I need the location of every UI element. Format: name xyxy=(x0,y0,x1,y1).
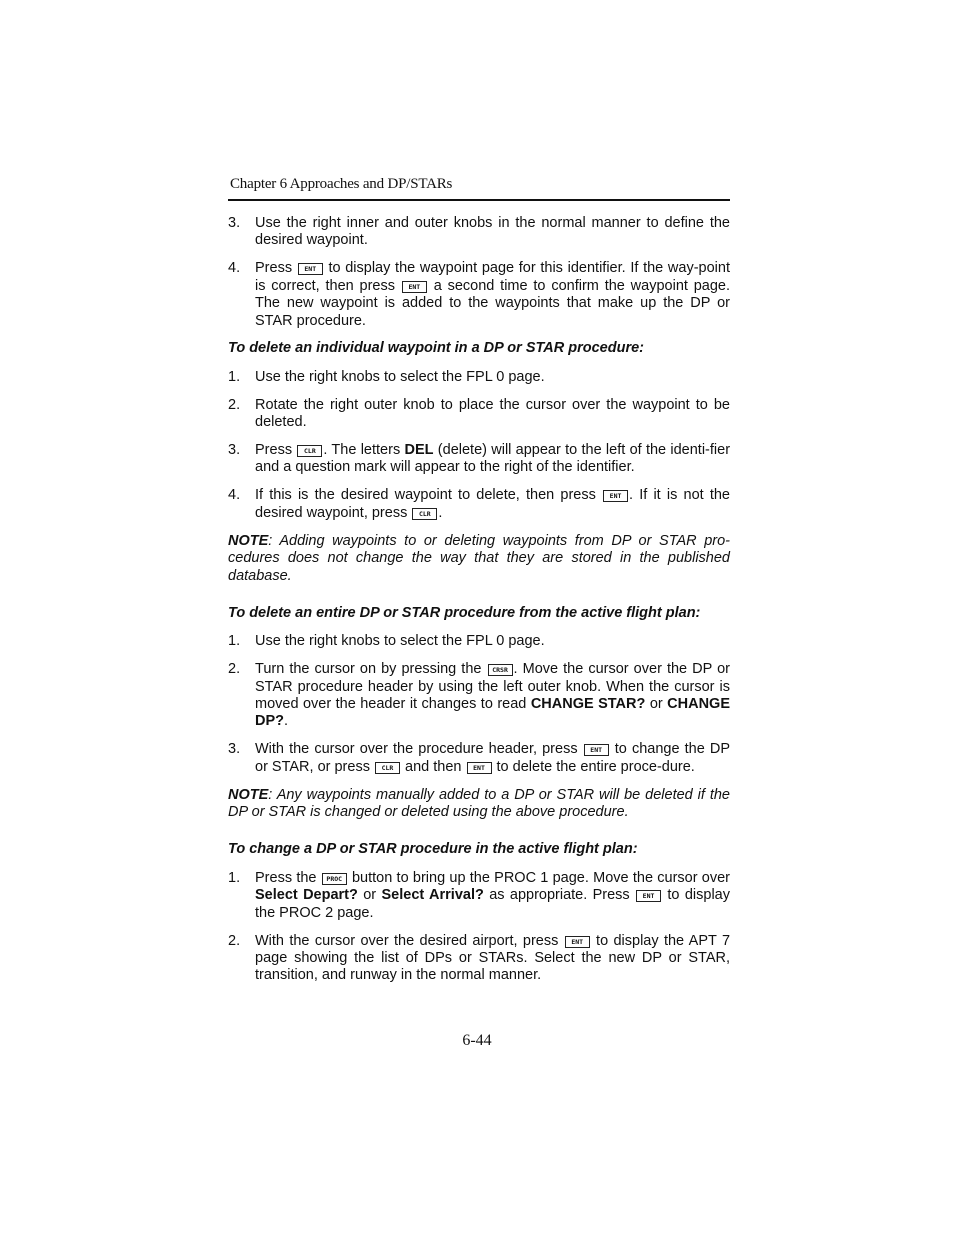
ent-key-icon: ENT xyxy=(565,936,590,948)
clr-key-icon: CLR xyxy=(412,508,437,520)
list-item xyxy=(228,661,730,731)
section-heading: To change a DP or STAR procedure in the active flight plan: xyxy=(228,841,638,858)
list-item xyxy=(228,369,730,386)
item-text: If this is the desired waypoint to delete, then press ENT . If it is not the desired waypoint, press CLR . xyxy=(255,487,730,521)
item-number: 1. xyxy=(228,633,241,650)
item-text: Rotate the right outer knob to place the cursor over the waypoint to be deleted. xyxy=(255,396,730,431)
ent-key-icon: ENT xyxy=(636,890,661,902)
item-number: 3. xyxy=(228,741,241,758)
chapter-header: Chapter 6 Approaches and DP/STARs xyxy=(228,176,730,201)
item-number: 4. xyxy=(228,260,241,277)
item-number: 4. xyxy=(228,487,241,504)
ent-key-icon: ENT xyxy=(402,281,427,293)
item-number: 2. xyxy=(228,932,241,949)
page-content xyxy=(228,176,730,995)
item-text: Turn the cursor on by pressing the CRSR . Move the cursor over the DP or STAR procedure header by using the left outer knob. When the cursor is moved over the header it changes to read CHANGE STAR? or CHANGE DP?. xyxy=(255,661,731,730)
item-text: Press CLR . The letters DEL (delete) will appear to the left of the identi-fier and a question mark will appear to the right of the identifier. xyxy=(255,442,731,476)
item-number: 2. xyxy=(228,661,241,678)
note-text: : Adding waypoints to or deleting waypoints from DP or STAR pro-cedures does not change the way that they are stored in the published database. xyxy=(228,532,730,584)
list-item xyxy=(228,487,730,522)
item-number: 3. xyxy=(228,442,241,459)
item-number: 3. xyxy=(228,215,241,231)
item-text: Use the right knobs to select the FPL 0 page. xyxy=(255,368,545,385)
item-text: Press the PROC button to bring up the PROC 1 page. Move the cursor over Select Depart? or Select Arrival? as appropriate. Press ENT to display the PROC 2 page. xyxy=(255,869,731,921)
crsr-key-icon: CRSR xyxy=(488,664,513,676)
item-text: With the cursor over the desired airport, press ENT to display the APT 7 page showing the list of DPs or STARs. Select the new DP or STAR, transition, and runway in the normal manner. xyxy=(255,932,731,984)
note xyxy=(228,787,730,822)
note-label: NOTE xyxy=(228,786,269,803)
list-item xyxy=(228,215,730,250)
item-text: With the cursor over the procedure header, press ENT to change the DP or STAR, or press CLR and then ENT to delete the entire proce-dure. xyxy=(255,741,730,775)
clr-key-icon: CLR xyxy=(375,762,400,774)
list-item xyxy=(228,933,730,985)
section-heading: To delete an entire DP or STAR procedure from the active flight plan: xyxy=(228,604,701,621)
clr-key-icon: CLR xyxy=(297,445,322,457)
ent-key-icon: ENT xyxy=(603,490,628,502)
list-item xyxy=(228,741,730,776)
ent-key-icon: ENT xyxy=(584,744,609,756)
note-label: NOTE xyxy=(228,532,269,549)
item-number: 1. xyxy=(228,869,241,886)
proc-key-icon: PROC xyxy=(322,873,347,885)
page-number: 6-44 xyxy=(462,1032,492,1049)
list-item xyxy=(228,442,730,477)
item-text: Use the right inner and outer knobs in the normal manner to define the desired waypoint. xyxy=(255,215,730,249)
ent-key-icon: ENT xyxy=(298,263,323,275)
note-text: : Any waypoints manually added to a DP or STAR will be deleted if the DP or STAR is changed or deleted using the above procedure. xyxy=(228,786,730,821)
list-item xyxy=(228,633,730,650)
item-text: Use the right knobs to select the FPL 0 page. xyxy=(255,633,545,650)
list-item xyxy=(228,397,730,432)
item-text: Press ENT to display the waypoint page for this identifier. If the way-point is correct, then press ENT a second time to confirm the waypoint page. The new waypoint is added to the waypoints that make up the DP or STAR procedure. xyxy=(255,260,731,329)
list-item xyxy=(228,260,730,330)
list-item xyxy=(228,870,730,922)
note xyxy=(228,533,730,585)
item-number: 2. xyxy=(228,396,241,413)
section-heading: To delete an individual waypoint in a DP or STAR procedure: xyxy=(228,340,644,357)
item-number: 1. xyxy=(228,368,241,385)
ent-key-icon: ENT xyxy=(467,762,492,774)
